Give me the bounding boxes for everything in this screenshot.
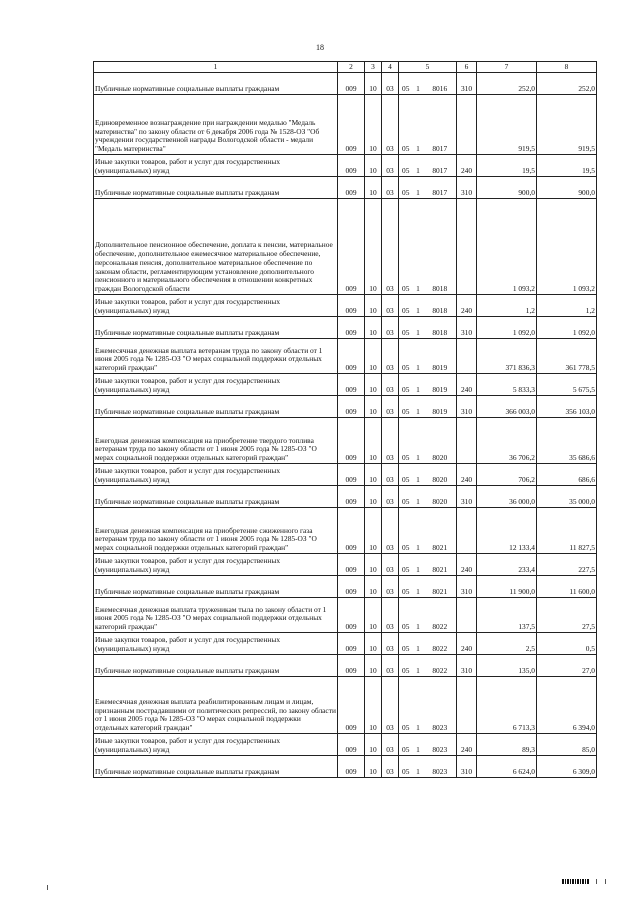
row-name: Иные закупки товаров, работ и услуг для государственных (муниципальных) нужд bbox=[94, 295, 338, 317]
row-name: Иные закупки товаров, работ и услуг для государственных (муниципальных) нужд bbox=[94, 155, 338, 177]
row-subsection: 03 bbox=[382, 339, 399, 374]
row-expense-type: 310 bbox=[457, 486, 477, 508]
row-amount-1: 135,0 bbox=[477, 655, 537, 677]
row-program: 05 bbox=[399, 633, 413, 655]
row-expense-type: 240 bbox=[457, 734, 477, 756]
row-program: 05 bbox=[399, 598, 413, 633]
row-subsection: 03 bbox=[382, 464, 399, 486]
row-ministry-code: 009 bbox=[338, 418, 365, 464]
table-row bbox=[94, 317, 597, 339]
row-direction: 8021 bbox=[424, 554, 457, 576]
row-direction: 8022 bbox=[424, 598, 457, 633]
row-amount-2: 900,0 bbox=[537, 177, 597, 199]
table-row bbox=[94, 95, 597, 155]
row-subsection: 03 bbox=[382, 734, 399, 756]
row-section: 10 bbox=[365, 73, 382, 95]
row-amount-2: 5 675,5 bbox=[537, 374, 597, 396]
row-amount-2: 35 686,6 bbox=[537, 418, 597, 464]
row-ministry-code: 009 bbox=[338, 554, 365, 576]
header-row bbox=[94, 62, 597, 73]
row-amount-1: 706,2 bbox=[477, 464, 537, 486]
row-direction: 8018 bbox=[424, 295, 457, 317]
row-amount-2: 27,0 bbox=[537, 655, 597, 677]
table-row bbox=[94, 598, 597, 633]
row-amount-1: 1 092,0 bbox=[477, 317, 537, 339]
row-section: 10 bbox=[365, 199, 382, 295]
table-row bbox=[94, 339, 597, 374]
row-direction: 8019 bbox=[424, 396, 457, 418]
row-subsection: 03 bbox=[382, 576, 399, 598]
scan-mark-right bbox=[596, 879, 597, 884]
row-ministry-code: 009 bbox=[338, 374, 365, 396]
row-subsection: 03 bbox=[382, 554, 399, 576]
row-section: 10 bbox=[365, 295, 382, 317]
row-name: Ежемесячная денежная выплата труженикам тыла по закону области от 1 июня 2005 года № 1285-ОЗ "О мерах социальной поддержки отдельных категорий граждан" bbox=[94, 598, 338, 633]
row-amount-1: 900,0 bbox=[477, 177, 537, 199]
row-ministry-code: 009 bbox=[338, 576, 365, 598]
row-amount-1: 5 833,3 bbox=[477, 374, 537, 396]
row-expense-type bbox=[457, 418, 477, 464]
row-ministry-code: 009 bbox=[338, 677, 365, 734]
row-expense-type: 240 bbox=[457, 633, 477, 655]
row-section: 10 bbox=[365, 486, 382, 508]
row-amount-2: 11 827,5 bbox=[537, 508, 597, 554]
row-ministry-code: 009 bbox=[338, 95, 365, 155]
row-ministry-code: 009 bbox=[338, 598, 365, 633]
row-subprogram: 1 bbox=[413, 677, 424, 734]
row-ministry-code: 009 bbox=[338, 508, 365, 554]
row-expense-type: 310 bbox=[457, 73, 477, 95]
table-row bbox=[94, 508, 597, 554]
row-subprogram: 1 bbox=[413, 655, 424, 677]
row-subsection: 03 bbox=[382, 677, 399, 734]
row-program: 05 bbox=[399, 756, 413, 778]
row-subsection: 03 bbox=[382, 199, 399, 295]
row-ministry-code: 009 bbox=[338, 734, 365, 756]
row-direction: 8023 bbox=[424, 734, 457, 756]
row-subprogram: 1 bbox=[413, 199, 424, 295]
row-subsection: 03 bbox=[382, 418, 399, 464]
header-cell-8: 8 bbox=[537, 62, 597, 73]
row-expense-type: 240 bbox=[457, 554, 477, 576]
row-amount-2: 11 600,0 bbox=[537, 576, 597, 598]
row-subsection: 03 bbox=[382, 486, 399, 508]
row-amount-1: 6 624,0 bbox=[477, 756, 537, 778]
row-subprogram: 1 bbox=[413, 295, 424, 317]
row-subprogram: 1 bbox=[413, 598, 424, 633]
row-program: 05 bbox=[399, 418, 413, 464]
row-section: 10 bbox=[365, 339, 382, 374]
row-subprogram: 1 bbox=[413, 486, 424, 508]
row-section: 10 bbox=[365, 633, 382, 655]
row-ministry-code: 009 bbox=[338, 396, 365, 418]
row-name: Публичные нормативные социальные выплаты гражданам bbox=[94, 486, 338, 508]
row-direction: 8022 bbox=[424, 655, 457, 677]
table-row bbox=[94, 396, 597, 418]
row-expense-type bbox=[457, 199, 477, 295]
row-section: 10 bbox=[365, 155, 382, 177]
row-expense-type: 240 bbox=[457, 155, 477, 177]
row-amount-2: 6 309,0 bbox=[537, 756, 597, 778]
row-amount-1: 919,5 bbox=[477, 95, 537, 155]
row-amount-2: 361 778,5 bbox=[537, 339, 597, 374]
row-expense-type: 240 bbox=[457, 295, 477, 317]
row-direction: 8020 bbox=[424, 486, 457, 508]
table-row bbox=[94, 677, 597, 734]
row-section: 10 bbox=[365, 464, 382, 486]
row-amount-1: 19,5 bbox=[477, 155, 537, 177]
table-row bbox=[94, 554, 597, 576]
row-expense-type bbox=[457, 677, 477, 734]
row-name: Публичные нормативные социальные выплаты гражданам bbox=[94, 73, 338, 95]
row-subsection: 03 bbox=[382, 598, 399, 633]
scan-mark-right-2 bbox=[605, 879, 606, 884]
row-direction: 8022 bbox=[424, 633, 457, 655]
row-ministry-code: 009 bbox=[338, 486, 365, 508]
row-subprogram: 1 bbox=[413, 756, 424, 778]
header-cell-5: 5 bbox=[399, 62, 457, 73]
barcode bbox=[562, 879, 590, 884]
row-program: 05 bbox=[399, 155, 413, 177]
row-program: 05 bbox=[399, 317, 413, 339]
row-subprogram: 1 bbox=[413, 339, 424, 374]
row-program: 05 bbox=[399, 734, 413, 756]
row-amount-2: 919,5 bbox=[537, 95, 597, 155]
row-expense-type: 310 bbox=[457, 177, 477, 199]
row-program: 05 bbox=[399, 374, 413, 396]
row-amount-2: 85,0 bbox=[537, 734, 597, 756]
row-direction: 8020 bbox=[424, 418, 457, 464]
row-program: 05 bbox=[399, 576, 413, 598]
row-subprogram: 1 bbox=[413, 576, 424, 598]
row-amount-1: 11 900,0 bbox=[477, 576, 537, 598]
row-subprogram: 1 bbox=[413, 155, 424, 177]
row-program: 05 bbox=[399, 554, 413, 576]
table-row bbox=[94, 655, 597, 677]
row-name: Ежегодная денежная компенсация на приобретение сжиженного газа ветеранам труда по закону области от 1 июня 2005 года № 1285-ОЗ "О мерах социальной поддержки отдельных категорий граждан" bbox=[94, 508, 338, 554]
row-ministry-code: 009 bbox=[338, 317, 365, 339]
row-program: 05 bbox=[399, 486, 413, 508]
row-subsection: 03 bbox=[382, 73, 399, 95]
row-section: 10 bbox=[365, 598, 382, 633]
row-name: Публичные нормативные социальные выплаты гражданам bbox=[94, 576, 338, 598]
row-subprogram: 1 bbox=[413, 554, 424, 576]
row-program: 05 bbox=[399, 339, 413, 374]
row-program: 05 bbox=[399, 396, 413, 418]
row-expense-type bbox=[457, 598, 477, 633]
row-ministry-code: 009 bbox=[338, 295, 365, 317]
page-number: 18 bbox=[316, 43, 324, 52]
row-amount-2: 1 092,0 bbox=[537, 317, 597, 339]
scan-mark-left bbox=[47, 885, 48, 890]
row-name: Публичные нормативные социальные выплаты гражданам bbox=[94, 177, 338, 199]
row-subprogram: 1 bbox=[413, 177, 424, 199]
row-direction: 8018 bbox=[424, 199, 457, 295]
row-subsection: 03 bbox=[382, 95, 399, 155]
header-cell-6: 6 bbox=[457, 62, 477, 73]
budget-table bbox=[93, 61, 597, 778]
header-cell-1: 1 bbox=[94, 62, 338, 73]
row-subsection: 03 bbox=[382, 374, 399, 396]
table-row bbox=[94, 374, 597, 396]
row-expense-type bbox=[457, 508, 477, 554]
row-expense-type bbox=[457, 339, 477, 374]
row-subsection: 03 bbox=[382, 633, 399, 655]
row-subsection: 03 bbox=[382, 508, 399, 554]
row-section: 10 bbox=[365, 396, 382, 418]
row-program: 05 bbox=[399, 655, 413, 677]
row-section: 10 bbox=[365, 655, 382, 677]
row-amount-1: 1,2 bbox=[477, 295, 537, 317]
table-row bbox=[94, 199, 597, 295]
row-direction: 8017 bbox=[424, 177, 457, 199]
row-direction: 8023 bbox=[424, 756, 457, 778]
row-section: 10 bbox=[365, 95, 382, 155]
row-direction: 8019 bbox=[424, 374, 457, 396]
row-direction: 8021 bbox=[424, 576, 457, 598]
row-ministry-code: 009 bbox=[338, 199, 365, 295]
row-section: 10 bbox=[365, 317, 382, 339]
row-direction: 8020 bbox=[424, 464, 457, 486]
row-ministry-code: 009 bbox=[338, 655, 365, 677]
row-amount-1: 1 093,2 bbox=[477, 199, 537, 295]
row-program: 05 bbox=[399, 677, 413, 734]
row-subprogram: 1 bbox=[413, 95, 424, 155]
row-program: 05 bbox=[399, 73, 413, 95]
row-name: Публичные нормативные социальные выплаты гражданам bbox=[94, 317, 338, 339]
row-subsection: 03 bbox=[382, 756, 399, 778]
header-cell-4: 4 bbox=[382, 62, 399, 73]
row-amount-2: 1 093,2 bbox=[537, 199, 597, 295]
row-section: 10 bbox=[365, 576, 382, 598]
row-amount-1: 371 836,3 bbox=[477, 339, 537, 374]
row-subsection: 03 bbox=[382, 317, 399, 339]
row-direction: 8019 bbox=[424, 339, 457, 374]
row-amount-1: 2,5 bbox=[477, 633, 537, 655]
table-row bbox=[94, 418, 597, 464]
row-expense-type bbox=[457, 95, 477, 155]
row-section: 10 bbox=[365, 508, 382, 554]
row-direction: 8016 bbox=[424, 73, 457, 95]
row-name: Ежемесячная денежная выплата реабилитированным лицам и лицам, признанным пострадавшими от политических репрессий, по закону области от 1 июня 2005 года № 1285-ОЗ "О мерах социальной поддержки отдельных категорий граждан" bbox=[94, 677, 338, 734]
row-amount-2: 686,6 bbox=[537, 464, 597, 486]
row-section: 10 bbox=[365, 554, 382, 576]
row-direction: 8023 bbox=[424, 677, 457, 734]
row-subprogram: 1 bbox=[413, 633, 424, 655]
row-program: 05 bbox=[399, 295, 413, 317]
row-name: Иные закупки товаров, работ и услуг для государственных (муниципальных) нужд bbox=[94, 554, 338, 576]
row-amount-1: 89,3 bbox=[477, 734, 537, 756]
row-ministry-code: 009 bbox=[338, 633, 365, 655]
table-row bbox=[94, 734, 597, 756]
row-name: Ежемесячная денежная выплата ветеранам труда по закону области от 1 июня 2005 года № 1285-ОЗ "О мерах социальной поддержки отдельных категорий граждан" bbox=[94, 339, 338, 374]
row-amount-1: 252,0 bbox=[477, 73, 537, 95]
row-name: Иные закупки товаров, работ и услуг для государственных (муниципальных) нужд bbox=[94, 464, 338, 486]
row-amount-1: 36 706,2 bbox=[477, 418, 537, 464]
row-ministry-code: 009 bbox=[338, 464, 365, 486]
table-row bbox=[94, 73, 597, 95]
table-row bbox=[94, 155, 597, 177]
row-name: Дополнительное пенсионное обеспечение, доплата к пенсии, материальное обеспечение, дополнительное ежемесячное материальное обеспечение, персональная пенсия, дополнительное материальное обеспечение по законам области, регламентирующим установление дополнительного пенсионного и материального обеспечения в отношении конкретных граждан Вологодской области bbox=[94, 199, 338, 295]
row-expense-type: 310 bbox=[457, 655, 477, 677]
row-amount-2: 0,5 bbox=[537, 633, 597, 655]
row-name: Иные закупки товаров, работ и услуг для государственных (муниципальных) нужд bbox=[94, 374, 338, 396]
row-expense-type: 310 bbox=[457, 317, 477, 339]
row-section: 10 bbox=[365, 418, 382, 464]
row-amount-1: 137,5 bbox=[477, 598, 537, 633]
row-amount-2: 27,5 bbox=[537, 598, 597, 633]
row-expense-type: 240 bbox=[457, 464, 477, 486]
row-program: 05 bbox=[399, 508, 413, 554]
row-program: 05 bbox=[399, 177, 413, 199]
row-subsection: 03 bbox=[382, 295, 399, 317]
row-section: 10 bbox=[365, 374, 382, 396]
row-subprogram: 1 bbox=[413, 396, 424, 418]
table-row bbox=[94, 177, 597, 199]
row-amount-2: 356 103,0 bbox=[537, 396, 597, 418]
row-subprogram: 1 bbox=[413, 317, 424, 339]
row-section: 10 bbox=[365, 734, 382, 756]
row-amount-1: 233,4 bbox=[477, 554, 537, 576]
row-ministry-code: 009 bbox=[338, 756, 365, 778]
row-ministry-code: 009 bbox=[338, 177, 365, 199]
row-ministry-code: 009 bbox=[338, 155, 365, 177]
row-subprogram: 1 bbox=[413, 464, 424, 486]
row-ministry-code: 009 bbox=[338, 73, 365, 95]
row-subprogram: 1 bbox=[413, 508, 424, 554]
row-section: 10 bbox=[365, 756, 382, 778]
row-expense-type: 310 bbox=[457, 576, 477, 598]
table-body bbox=[94, 73, 597, 778]
row-subsection: 03 bbox=[382, 655, 399, 677]
row-amount-2: 35 000,0 bbox=[537, 486, 597, 508]
row-expense-type: 310 bbox=[457, 756, 477, 778]
row-direction: 8021 bbox=[424, 508, 457, 554]
row-program: 05 bbox=[399, 464, 413, 486]
row-program: 05 bbox=[399, 199, 413, 295]
row-amount-1: 12 133,4 bbox=[477, 508, 537, 554]
row-amount-2: 19,5 bbox=[537, 155, 597, 177]
row-direction: 8017 bbox=[424, 155, 457, 177]
row-expense-type: 310 bbox=[457, 396, 477, 418]
row-subprogram: 1 bbox=[413, 374, 424, 396]
row-subsection: 03 bbox=[382, 396, 399, 418]
row-subsection: 03 bbox=[382, 177, 399, 199]
row-amount-2: 252,0 bbox=[537, 73, 597, 95]
row-section: 10 bbox=[365, 177, 382, 199]
row-subprogram: 1 bbox=[413, 418, 424, 464]
row-subprogram: 1 bbox=[413, 734, 424, 756]
table-row bbox=[94, 486, 597, 508]
row-name: Публичные нормативные социальные выплаты гражданам bbox=[94, 655, 338, 677]
header-cell-7: 7 bbox=[477, 62, 537, 73]
table-row bbox=[94, 464, 597, 486]
row-section: 10 bbox=[365, 677, 382, 734]
row-name: Публичные нормативные социальные выплаты гражданам bbox=[94, 756, 338, 778]
table-row bbox=[94, 576, 597, 598]
row-subsection: 03 bbox=[382, 155, 399, 177]
row-amount-1: 366 003,0 bbox=[477, 396, 537, 418]
row-amount-2: 6 394,0 bbox=[537, 677, 597, 734]
row-ministry-code: 009 bbox=[338, 339, 365, 374]
table-row bbox=[94, 756, 597, 778]
row-amount-2: 227,5 bbox=[537, 554, 597, 576]
row-name: Публичные нормативные социальные выплаты гражданам bbox=[94, 396, 338, 418]
row-name: Иные закупки товаров, работ и услуг для государственных (муниципальных) нужд bbox=[94, 633, 338, 655]
row-direction: 8017 bbox=[424, 95, 457, 155]
row-subprogram: 1 bbox=[413, 73, 424, 95]
table-row bbox=[94, 295, 597, 317]
row-amount-2: 1,2 bbox=[537, 295, 597, 317]
row-direction: 8018 bbox=[424, 317, 457, 339]
row-program: 05 bbox=[399, 95, 413, 155]
row-name: Иные закупки товаров, работ и услуг для государственных (муниципальных) нужд bbox=[94, 734, 338, 756]
row-expense-type: 240 bbox=[457, 374, 477, 396]
row-amount-1: 6 713,3 bbox=[477, 677, 537, 734]
row-name: Ежегодная денежная компенсация на приобретение твердого топлива ветеранам труда по закону области от 1 июня 2005 года № 1285-ОЗ "О мерах социальной поддержки отдельных категорий граждан" bbox=[94, 418, 338, 464]
table-row bbox=[94, 633, 597, 655]
header-cell-2: 2 bbox=[338, 62, 365, 73]
header-cell-3: 3 bbox=[365, 62, 382, 73]
row-amount-1: 36 000,0 bbox=[477, 486, 537, 508]
row-name: Единовременное вознаграждение при награждении медалью "Медаль материнства" по закону области от 6 декабря 2006 года № 1528-ОЗ "Об учреждении государственной награды Вологодской области - медали "Медаль материнства" bbox=[94, 95, 338, 155]
